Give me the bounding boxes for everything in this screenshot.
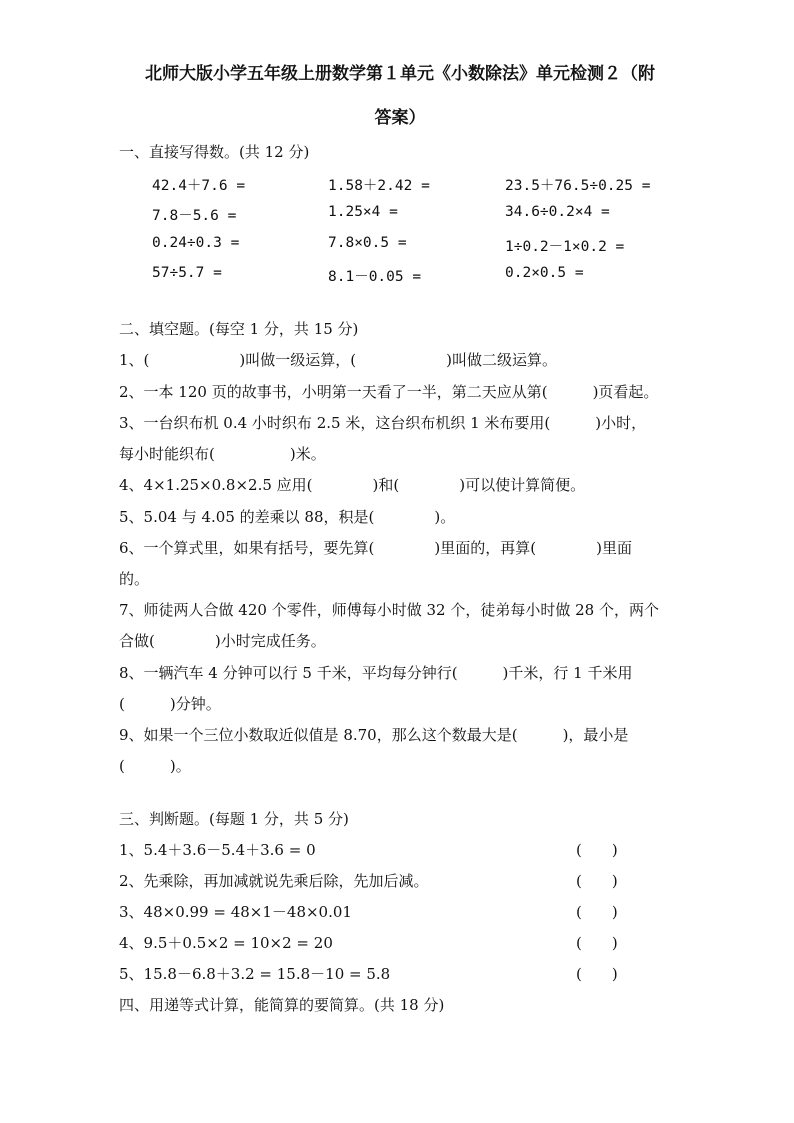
fill-blank-line: 4、4×1.25×0.8×2.5 应用( )和( )可以使计算简便。 <box>119 476 586 494</box>
section-1-heading: 一、直接写得数。(共 12 分) <box>119 143 310 161</box>
calc-item: 7.8－5.6 = <box>152 208 237 224</box>
answer-parentheses: ( ) <box>576 841 618 859</box>
answer-parentheses: ( ) <box>576 934 618 952</box>
calc-item: 8.1－0.05 = <box>328 269 422 285</box>
judgment-item: 4、9.5＋0.5×2 = 10×2 = 20 <box>119 934 333 952</box>
title-line-2: 答案） <box>374 108 426 128</box>
judgment-item: 1、5.4＋3.6－5.4＋3.6 = 0 <box>119 841 316 859</box>
judgment-item: 5、15.8－6.8＋3.2 = 15.8－10 = 5.8 <box>119 965 391 983</box>
calc-item: 7.8×0.5 = <box>328 235 407 251</box>
section-4-heading: 四、用递等式计算，能简算的要简算。(共 18 分) <box>119 996 445 1014</box>
answer-parentheses: ( ) <box>576 903 618 921</box>
calc-item: 23.5＋76.5÷0.25 = <box>505 178 651 194</box>
fill-blank-line: 8、一辆汽车 4 分钟可以行 5 千米，平均每分钟行( )千米，行 1 千米用 <box>119 664 633 682</box>
calc-item: 0.24÷0.3 = <box>152 235 240 251</box>
calc-item: 34.6÷0.2×4 = <box>505 204 610 220</box>
answer-parentheses: ( ) <box>576 965 618 983</box>
section-2-heading: 二、填空题。(每空 1 分，共 15 分) <box>119 320 359 338</box>
fill-blank-line: 9、如果一个三位小数取近似值是 8.70，那么这个数最大是( )，最小是 <box>119 726 629 744</box>
fill-blank-line: 5、5.04 与 4.05 的差乘以 88，积是( )。 <box>119 508 456 526</box>
judgment-item: 3、48×0.99 = 48×1－48×0.01 <box>119 903 352 921</box>
fill-blank-line: 6、一个算式里，如果有括号，要先算( )里面的，再算( )里面 <box>119 539 632 557</box>
calc-item: 0.2×0.5 = <box>505 265 584 281</box>
fill-blank-line: 合做( )小时完成任务。 <box>119 632 326 650</box>
section-3-heading: 三、判断题。(每题 1 分，共 5 分) <box>119 810 349 828</box>
document-title <box>110 52 690 140</box>
calc-item: 42.4＋7.6 = <box>152 178 246 194</box>
calc-item: 57÷5.7 = <box>152 265 222 281</box>
fill-blank-line: ( )分钟。 <box>119 695 221 713</box>
calc-item: 1.58＋2.42 = <box>328 178 430 194</box>
fill-blank-line: 7、师徒两人合做 420 个零件，师傅每小时做 32 个，徒弟每小时做 28 个，两个 <box>119 601 659 619</box>
title-line-1: 北师大版小学五年级上册数学第１单元《小数除法》单元检测２（附 <box>145 64 655 84</box>
fill-blank-line: 3、一台织布机 0.4 小时织布 2.5 米，这台织布机织 1 米布要用( )小时， <box>119 414 647 432</box>
answer-parentheses: ( ) <box>576 872 618 890</box>
fill-blank-line: ( )。 <box>119 757 191 775</box>
fill-blank-line: 每小时能织布( )米。 <box>119 445 326 463</box>
calc-item: 1.25×4 = <box>328 204 398 220</box>
fill-blank-line: 的。 <box>119 570 150 588</box>
calc-item: 1÷0.2－1×0.2 = <box>505 239 625 255</box>
judgment-item: 2、先乘除，再加减就说先乘后除，先加后减。 <box>119 872 429 890</box>
fill-blank-line: 1、( )叫做一级运算，( )叫做二级运算。 <box>119 351 557 369</box>
fill-blank-line: 2、一本 120 页的故事书，小明第一天看了一半，第二天应从第( )页看起。 <box>119 383 659 401</box>
